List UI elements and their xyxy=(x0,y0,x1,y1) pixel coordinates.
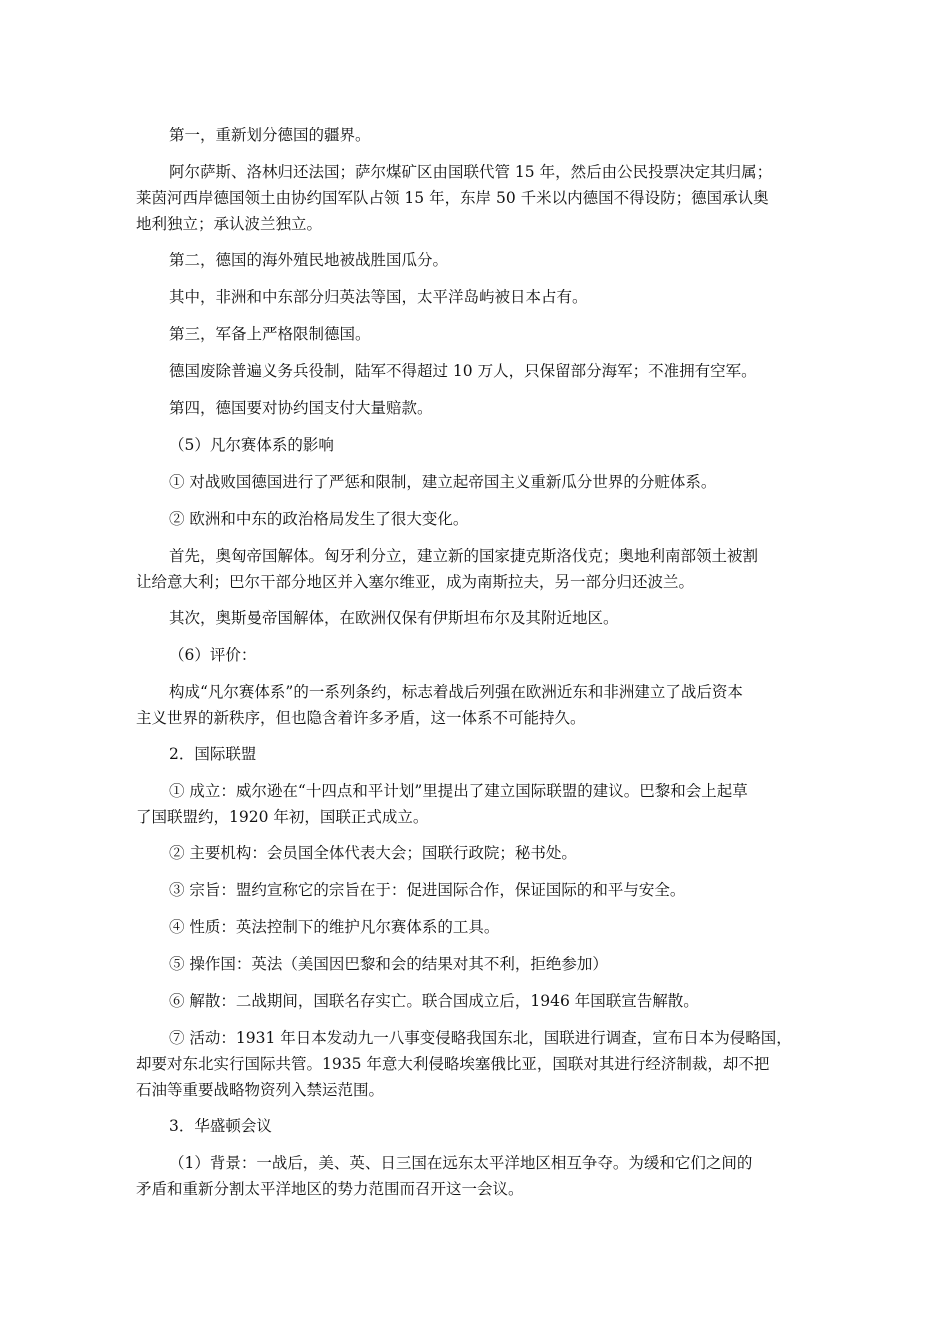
text-line: 构成“凡尔赛体系”的一系列条约，标志着战后列强在欧洲近东和非洲建立了战后资本 xyxy=(169,683,743,701)
text-line: ② 欧洲和中东的政治格局发生了很大变化。 xyxy=(169,510,469,528)
text-line: ④ 性质：英法控制下的维护凡尔赛体系的工具。 xyxy=(169,918,500,936)
text-line: 主义世界的新秩序，但也隐含着许多矛盾，这一体系不可能持久。 xyxy=(136,709,586,727)
text-line: 第一，重新划分德国的疆界。 xyxy=(169,126,371,144)
text-line: ⑥ 解散：二战期间，国联名存实亡。联合国成立后，1946 年国联宣告解散。 xyxy=(169,992,699,1010)
paragraph xyxy=(136,840,826,866)
text-line: 地利独立；承认波兰独立。 xyxy=(136,215,323,233)
text-line: 其中，非洲和中东部分归英法等国，太平洋岛屿被日本占有。 xyxy=(169,288,588,306)
paragraph xyxy=(136,679,826,731)
paragraph xyxy=(136,247,826,273)
text-line: 其次，奥斯曼帝国解体，在欧洲仅保有伊斯坦布尔及其附近地区。 xyxy=(169,609,619,627)
text-line: 了国联盟约，1920 年初，国联正式成立。 xyxy=(136,808,429,826)
text-line: 石油等重要战略物资列入禁运范围。 xyxy=(136,1081,385,1099)
text-line: 却要对东北实行国际共管。1935 年意大利侵略埃塞俄比亚，国联对其进行经济制裁，却不把 xyxy=(136,1055,770,1073)
paragraph xyxy=(136,605,826,631)
paragraph xyxy=(136,778,826,830)
paragraph xyxy=(136,469,826,495)
text-line: 阿尔萨斯、洛林归还法国；萨尔煤矿区由国联代管 15 年，然后由公民投票决定其归属； xyxy=(169,163,773,181)
text-line: ① 对战败国德国进行了严惩和限制，建立起帝国主义重新瓜分世界的分赃体系。 xyxy=(169,473,717,491)
paragraph xyxy=(136,395,826,421)
section-heading xyxy=(136,741,826,767)
paragraph xyxy=(136,122,826,148)
text-line: ⑦ 活动：1931 年日本发动九一八事变侵略我国东北，国联进行调查，宣布日本为侵略国， xyxy=(169,1029,792,1047)
text-line: 矛盾和重新分割太平洋地区的势力范围而召开这一会议。 xyxy=(136,1180,524,1198)
paragraph xyxy=(136,1150,826,1202)
text-line: 让给意大利；巴尔干部分地区并入塞尔维亚，成为南斯拉夫，另一部分归还波兰。 xyxy=(136,573,695,591)
text-line: 2．国际联盟 xyxy=(169,745,257,763)
paragraph xyxy=(136,159,826,237)
text-line: 3．华盛顿会议 xyxy=(169,1117,272,1135)
paragraph xyxy=(136,543,826,595)
paragraph xyxy=(136,321,826,347)
text-line: ① 成立：威尔逊在“十四点和平计划”里提出了建立国际联盟的建议。巴黎和会上起草 xyxy=(169,782,748,800)
text-line: （5）凡尔赛体系的影响 xyxy=(169,436,334,454)
text-line: （1）背景：一战后，美、英、日三国在远东太平洋地区相互争夺。为缓和它们之间的 xyxy=(169,1154,753,1172)
paragraph xyxy=(136,951,826,977)
paragraph xyxy=(136,284,826,310)
text-line: （6）评价： xyxy=(169,646,257,664)
paragraph xyxy=(136,914,826,940)
section-heading xyxy=(136,642,826,668)
text-line: 第四，德国要对协约国支付大量赔款。 xyxy=(169,399,433,417)
text-line: 莱茵河西岸德国领土由协约国军队占领 15 年，东岸 50 千米以内德国不得设防；德国承认奥 xyxy=(136,189,769,207)
paragraph xyxy=(136,506,826,532)
text-line: 德国废除普遍义务兵役制，陆军不得超过 10 万人，只保留部分海军；不准拥有空军。 xyxy=(169,362,757,380)
paragraph xyxy=(136,1025,826,1103)
paragraph xyxy=(136,988,826,1014)
paragraph xyxy=(136,358,826,384)
text-line: ② 主要机构：会员国全体代表大会；国联行政院；秘书处。 xyxy=(169,844,577,862)
paragraph xyxy=(136,877,826,903)
text-line: ⑤ 操作国：英法（美国因巴黎和会的结果对其不利，拒绝参加） xyxy=(169,955,608,973)
text-line: 首先，奥匈帝国解体。匈牙利分立，建立新的国家捷克斯洛伐克；奥地利南部领土被割 xyxy=(169,547,759,565)
section-heading xyxy=(136,432,826,458)
text-line: 第二，德国的海外殖民地被战胜国瓜分。 xyxy=(169,251,449,269)
section-heading xyxy=(136,1113,826,1139)
text-line: 第三，军备上严格限制德国。 xyxy=(169,325,371,343)
text-line: ③ 宗旨：盟约宣称它的宗旨在于：促进国际合作，保证国际的和平与安全。 xyxy=(169,881,686,899)
